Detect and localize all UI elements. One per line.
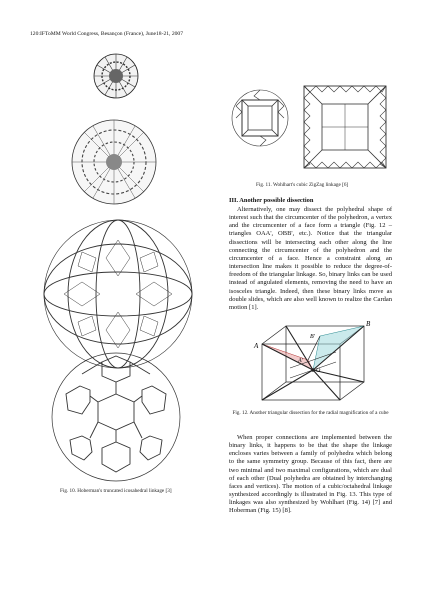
label-a: A	[254, 342, 259, 350]
stage-3-sphere	[44, 220, 192, 368]
figure-10	[30, 44, 220, 482]
figure-10-caption: Fig. 10. Hoberman's truncated icosahedral linkage [3]	[60, 488, 172, 494]
stage-2-sphere	[72, 120, 156, 204]
stage-4-sphere	[52, 353, 180, 481]
paragraph-2: When proper connections are implemented between the binary links, it happens to be that the shape the linkage encloses varies between a family of polyhedra which belong to the same symmetry group. Because of this fact, there are two minimal and two maximal configurations, which are dual of each other (Dual polyhedra are obtained by interchanging faces and vertices). The motion of a cubic/octahedral linkage synthesized accordingly is illustrated in Fig. 13. This type of linkages was also synthesized by Wohlhart (Fig. 14) [7] and Hoberman (Fig. 15) [8].	[229, 434, 392, 515]
center-point-o	[311, 368, 315, 372]
figure-12-caption: Fig. 12. Another triangular dissection for the radial magnification of a cube	[232, 410, 389, 416]
figure-12-image	[250, 318, 380, 410]
zigzag-cube-large	[304, 86, 386, 168]
label-a-prime: A'	[298, 358, 303, 364]
label-b: B	[366, 320, 371, 328]
section-heading: III. Another possible dissection	[229, 197, 314, 204]
running-header: 120:IFToMM World Congress, Besançon (France), June18-21, 2007	[30, 31, 184, 37]
zigzag-cube-small	[232, 90, 288, 146]
figure-10-image	[30, 44, 220, 482]
figure-12	[250, 318, 380, 410]
figure-11-image	[226, 80, 396, 180]
figure-11-caption: Fig. 11. Wohlhart's cubic ZigZag linkage [6]	[256, 182, 349, 188]
section-paragraph-1: Alternatively, one may dissect the polyhedral shape of interest such that the circumcenter of the polyhedron, a vertex and the circumcenter of a face form a triangle (Fig. 12 – triangles OAA', OBB', etc.). Notice that the triangular dissections will be intersecting each other along the line connecting the circumcenter of the polyhedron and the circumcenter of a face. Hence a constraint along an intersection line makes it possible to reduce the degree-of-freedom of the triangular linkage. So, binary links can be used instead of angulated elements, removing the need to have an isosceles triangle. Indeed, then these binary links move as double slides, which are also well known to realize the Cardan motion [1].	[229, 206, 392, 311]
figure-11	[226, 80, 396, 180]
label-o: O	[316, 368, 321, 374]
stage-1-sphere	[94, 54, 138, 98]
label-b-prime: B'	[310, 334, 315, 340]
